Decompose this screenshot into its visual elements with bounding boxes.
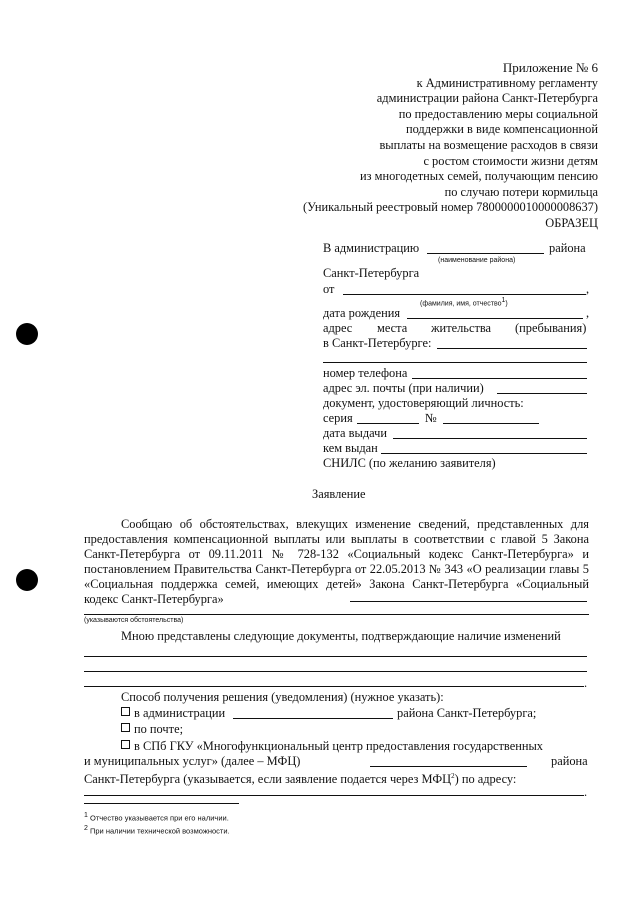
checkbox-admin[interactable] [121,707,130,716]
header-line: (Уникальный реестровый номер 7800000010000008637) [303,200,598,215]
documents-label: Мною представлены следующие документы, подтверждающие наличие изменений [121,629,561,643]
option-mfc-line3: Санкт-Петербурга (указывается, если заявление подается через МФЦ$^2$) по адресу: [84,772,517,787]
option-admin[interactable]: в администрации [121,706,225,720]
circumstances-hint: (указываются обстоятельства) [84,617,184,624]
address-city-label: в Санкт-Петербурге: [323,336,432,350]
series-field[interactable] [357,423,419,424]
option-mail[interactable]: по почте; [121,722,183,736]
header-line: с ростом стоимости жизни детям [423,153,598,168]
period: . [584,676,588,690]
district-hint: (наименование района) [438,257,516,264]
punch-hole-top [16,323,38,345]
address-field-2[interactable] [323,362,587,363]
birth-date-field[interactable] [407,318,583,319]
issued-by-field[interactable] [381,453,587,454]
sample-label: ОБРАЗЕЦ [545,215,598,230]
method-label: Способ получения решения (уведомления) (нужное указать): [121,690,444,704]
footnote-separator [84,803,239,804]
header-line: поддержки в виде компенсационной [405,122,598,137]
address-word-3: жительства [431,321,492,335]
circumstances-field[interactable] [350,601,587,602]
header-line: Приложение № 6 [502,60,598,75]
fio-hint: (фамилия, имя, отчество$^1$) [420,297,508,308]
city-label: Санкт-Петербурга [323,266,420,280]
address-field-1[interactable] [437,348,587,349]
header-line: к Административному регламенту [416,75,598,90]
documents-field-2[interactable] [84,671,587,672]
address-word-1: адрес [323,321,353,335]
option-admin-district-field[interactable] [233,718,393,719]
documents-field-1[interactable] [84,656,587,657]
statement-body: Сообщаю об обстоятельствах, влекущих изменение сведений, представленных для предоставления компенсационной выплаты или выплаты в соответствии с главой 5 Закона Санкт-Петербурга от 09.11.2011 № 728-132 «Социальный кодекс Санкт-Петербурга» и постановлением Правительства Санкт-Петербурга от 22.05.2013 № 343 «О реализации главы 5 «Социальная поддержка семей, имеющих детей» Закона Санкт-Петербурга «Социальный кодекс Санкт-Петербурга» [84,517,589,606]
header-line: выплаты на возмещение расходов в связи [379,137,598,152]
phone-field[interactable] [412,378,587,379]
birth-date-label: дата рождения [323,306,401,320]
mfc-address-field[interactable] [84,795,584,796]
option-mfc[interactable]: в СПб ГКУ «Многофункциональный центр предоставления государственных [121,739,587,753]
mfc-district-field[interactable] [370,766,527,767]
issue-date-field[interactable] [393,438,587,439]
issued-by-label: кем выдан [323,441,378,455]
header-line: по случаю потери кормильца [444,184,598,199]
address-word-4: (пребывания) [515,321,587,335]
footnote-2: $^2$ При наличии технической возможности. [84,825,230,836]
id-doc-label: документ, удостоверяющий личность: [323,396,524,410]
comma: , [586,282,590,296]
to-admin-label: В администрацию [323,241,420,255]
snils-label: СНИЛС (по желанию заявителя) [323,456,496,470]
number-field[interactable] [443,423,539,424]
series-label: серия [323,411,353,425]
district-field[interactable] [427,253,544,254]
header-line: администрации района Санкт-Петербурга [376,91,598,106]
checkbox-mfc[interactable] [121,740,130,749]
issue-date-label: дата выдачи [323,426,387,440]
checkbox-mail[interactable] [121,723,130,732]
email-field[interactable] [497,393,587,394]
email-label: адрес эл. почты (при наличии) [323,381,484,395]
period: . [584,785,588,799]
circumstances-field-2[interactable] [84,614,589,615]
district-label: района [549,241,586,255]
header-line: по предоставлению меры социальной [398,106,598,121]
applicant-name-field[interactable] [343,294,586,295]
phone-label: номер телефона [323,366,408,380]
number-label: № [425,411,437,425]
appendix-header [303,60,598,232]
comma: , [586,306,590,320]
documents-field-3[interactable] [84,686,584,687]
header-line: из многодетных семей, получающим пенсию [360,169,598,184]
footnote-1: $^1$ Отчество указывается при его наличии. [84,812,229,823]
option-mfc-line2: и муниципальных услуг» (далее – МФЦ) [84,754,301,768]
punch-hole-bottom [16,569,38,591]
option-mfc-district: района [551,754,588,768]
option-admin-tail: района Санкт-Петербурга; [397,706,537,720]
from-label: от [323,282,335,296]
statement-title: Заявление [312,487,366,501]
address-word-2: места [377,321,408,335]
